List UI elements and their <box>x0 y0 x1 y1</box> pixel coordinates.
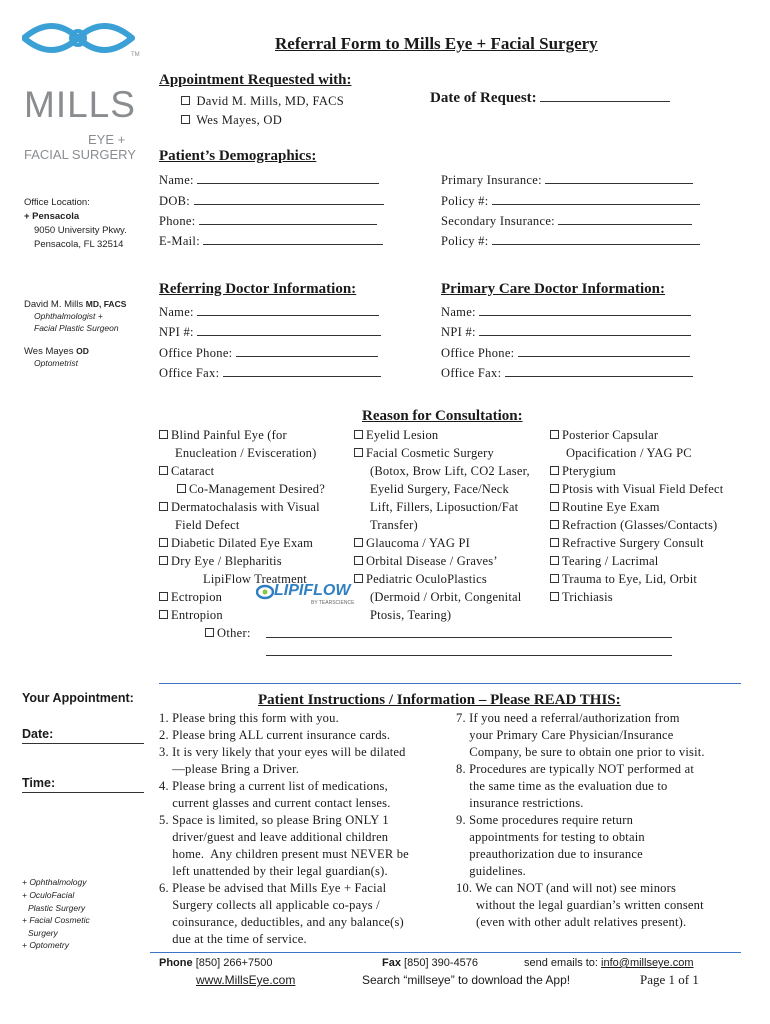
checkbox[interactable] <box>181 115 190 124</box>
opt-blind[interactable]: Blind Painful Eye (for <box>159 426 325 444</box>
service-2: + OculoFacial <box>22 890 75 900</box>
opt-diabetic[interactable]: Diabetic Dilated Eye Exam <box>159 534 325 552</box>
reason-col3: Posterior Capsular Opacification / YAG PC Pterygium Ptosis with Visual Field Defect Routine Eye Exam Refraction (Glasses/Contacts) Refractive Surgery Consult Tearing / Lacrimal Trauma to Eye, Lid, Orbit Trichiasis <box>550 426 723 606</box>
service-5: Surgery <box>28 928 58 938</box>
opt-cosmetic[interactable]: Facial Cosmetic Surgery <box>354 444 530 462</box>
pcp-phone-field[interactable]: Office Phone: <box>441 343 690 363</box>
opt-refractive[interactable]: Refractive Surgery Consult <box>550 534 723 552</box>
your-appointment-heading: Your Appointment: <box>22 691 134 705</box>
policy1-field[interactable]: Policy #: <box>441 191 700 211</box>
primary-insurance-field[interactable]: Primary Insurance: <box>441 170 693 190</box>
footer-fax: Fax [850] 390-4576 <box>382 957 479 969</box>
opt-ectropion[interactable]: Ectropion <box>159 588 325 606</box>
website-link[interactable]: www.MillsEye.com <box>196 973 296 987</box>
opt-eyelid[interactable]: Eyelid Lesion <box>354 426 530 444</box>
footer-phone: Phone [850] 266+7500 <box>159 957 273 969</box>
doctor1: David M. Mills MD, FACS <box>24 299 127 310</box>
service-4: + Facial Cosmetic <box>22 915 90 925</box>
instructions-right: 7. If you need a referral/authorization from your Primary Care Physician/Insurance Company, be sure to obtain one prior to visit. 8. Procedures are typically NOT performed at the same time as the evaluation due to insurance restrictions. 9. Some procedures require return appointments for testing to obtain preauthorization due to insurance guidelines. 10. We can NOT (and will not) see minors without the legal guardian’s written consent (even with other adult relatives present). <box>456 711 705 929</box>
other-line-2[interactable] <box>266 655 672 656</box>
logo-tm: TM <box>131 52 140 58</box>
phone-field[interactable]: Phone: <box>159 211 377 231</box>
opt-comanagement[interactable]: Co-Management Desired? <box>159 480 325 498</box>
opt-pediatric[interactable]: Pediatric OculoPlastics <box>354 570 530 588</box>
service-6: + Optometry <box>22 940 70 950</box>
pcp-fax-field[interactable]: Office Fax: <box>441 363 693 383</box>
opt-refraction[interactable]: Refraction (Glasses/Contacts) <box>550 516 723 534</box>
opt-trauma[interactable]: Trauma to Eye, Lid, Orbit <box>550 570 723 588</box>
option-mills[interactable]: David M. Mills, MD, FACS <box>181 91 344 111</box>
eye-logo-icon <box>22 18 137 78</box>
option-mayes[interactable]: Wes Mayes, OD <box>181 110 282 130</box>
opt-glaucoma[interactable]: Glaucoma / YAG PI <box>354 534 530 552</box>
reason-heading: Reason for Consultation: <box>362 408 523 424</box>
page-title: Referral Form to Mills Eye + Facial Surgery <box>275 34 598 53</box>
lipiflow-icon <box>256 584 274 600</box>
appointment-heading: Appointment Requested with: <box>159 72 352 88</box>
checkbox[interactable] <box>181 96 190 105</box>
divider <box>159 683 741 684</box>
instructions-heading: Patient Instructions / Information – Please READ THIS: <box>258 692 621 708</box>
opt-dermatochalasis[interactable]: Dermatochalasis with Visual <box>159 498 325 516</box>
other-line-1[interactable] <box>266 637 672 638</box>
instructions-left: 1. Please bring this form with you. 2. Please bring ALL current insurance cards. 3. It is very likely that your eyes will be dilated —please Bring a Driver. 4. Please bring a current list of medications, current glasses and current contact lenses. 5. Space is limited, so please Bring ONLY 1 driver/guest and leave additional children home. Any children present must NEVER be left unattended by their legal guardian(s). 6. Please be advised that Mills Eye + Facial Surgery collects all applicable co-pays / coinsurance, deductibles, and any balance(s) due at the time of service. <box>159 711 409 946</box>
opt-trichiasis[interactable]: Trichiasis <box>550 588 723 606</box>
service-3: Plastic Surgery <box>28 903 86 913</box>
logo-brand: MILLS <box>24 84 136 125</box>
logo-line3: FACIAL SURGERY <box>24 147 136 162</box>
appointment-time-field[interactable]: Time: <box>22 776 144 793</box>
office-city: + Pensacola <box>24 211 80 222</box>
opt-tearing[interactable]: Tearing / Lacrimal <box>550 552 723 570</box>
opt-other[interactable]: Other: <box>205 623 251 643</box>
email-link[interactable]: info@millseye.com <box>601 957 694 969</box>
doctor1-title1: Ophthalmologist + <box>34 311 103 321</box>
doctor1-title2: Facial Plastic Surgeon <box>34 323 119 333</box>
reason-col2: Eyelid Lesion Facial Cosmetic Surgery (Botox, Brow Lift, CO2 Laser, Eyelid Surgery, Face/Neck Lift, Fillers, Liposuction/Fat Transfer) Glaucoma / YAG PI Orbital Disease / Graves’ Pediatric OculoPlastics (Dermoid / Orbit, Congenital Ptosis, Tearing) <box>354 426 530 624</box>
reason-col1: Blind Painful Eye (for Enucleation / Evisceration) Cataract Co-Management Desired? Dermatochalasis with Visual Field Defect Diabetic Dilated Eye Exam Dry Eye / Blepharitis LipiFlow Treatment Ectropion Entropion <box>159 426 325 624</box>
opt-entropion[interactable]: Entropion <box>159 606 325 624</box>
secondary-insurance-field[interactable]: Secondary Insurance: <box>441 211 692 231</box>
referring-heading: Referring Doctor Information: <box>159 281 357 297</box>
doctor2-title: Optometrist <box>34 358 78 368</box>
opt-orbital[interactable]: Orbital Disease / Graves’ <box>354 552 530 570</box>
doctor2: Wes Mayes OD <box>24 346 89 357</box>
logo-line2: EYE + <box>88 132 126 147</box>
dob-field[interactable]: DOB: <box>159 191 384 211</box>
service-1: + Ophthalmology <box>22 877 87 887</box>
opt-pterygium[interactable]: Pterygium <box>550 462 723 480</box>
email-field[interactable]: E-Mail: <box>159 231 383 251</box>
policy2-field[interactable]: Policy #: <box>441 231 700 251</box>
footer-divider <box>150 952 741 953</box>
address-line1: 9050 University Pkwy. <box>34 225 127 236</box>
ref-phone-field[interactable]: Office Phone: <box>159 343 378 363</box>
opt-cataract[interactable]: Cataract <box>159 462 325 480</box>
appointment-date-field[interactable]: Date: <box>22 727 144 744</box>
ref-npi-field[interactable]: NPI #: <box>159 322 381 342</box>
app-text: Search “millseye” to download the App! <box>362 973 571 987</box>
demographics-heading: Patient’s Demographics: <box>159 148 317 164</box>
ref-name-field[interactable]: Name: <box>159 302 379 322</box>
address-line2: Pensacola, FL 32514 <box>34 239 124 250</box>
pcp-npi-field[interactable]: NPI #: <box>441 322 691 342</box>
page-number: Page 1 of 1 <box>640 972 699 987</box>
ref-fax-field[interactable]: Office Fax: <box>159 363 381 383</box>
office-label: Office Location: <box>24 197 90 208</box>
opt-lipiflow: LipiFlow Treatment <box>203 572 307 586</box>
date-of-request[interactable]: Date of Request: <box>430 90 670 107</box>
pcp-name-field[interactable]: Name: <box>441 302 691 322</box>
opt-ptosis[interactable]: Ptosis with Visual Field Defect <box>550 480 723 498</box>
opt-dry-eye[interactable]: Dry Eye / Blepharitis <box>159 552 325 570</box>
footer-email: send emails to: info@millseye.com <box>524 957 694 969</box>
primary-care-heading: Primary Care Doctor Information: <box>441 281 665 297</box>
opt-routine[interactable]: Routine Eye Exam <box>550 498 723 516</box>
opt-posterior[interactable]: Posterior Capsular <box>550 426 723 444</box>
name-field[interactable]: Name: <box>159 170 379 190</box>
